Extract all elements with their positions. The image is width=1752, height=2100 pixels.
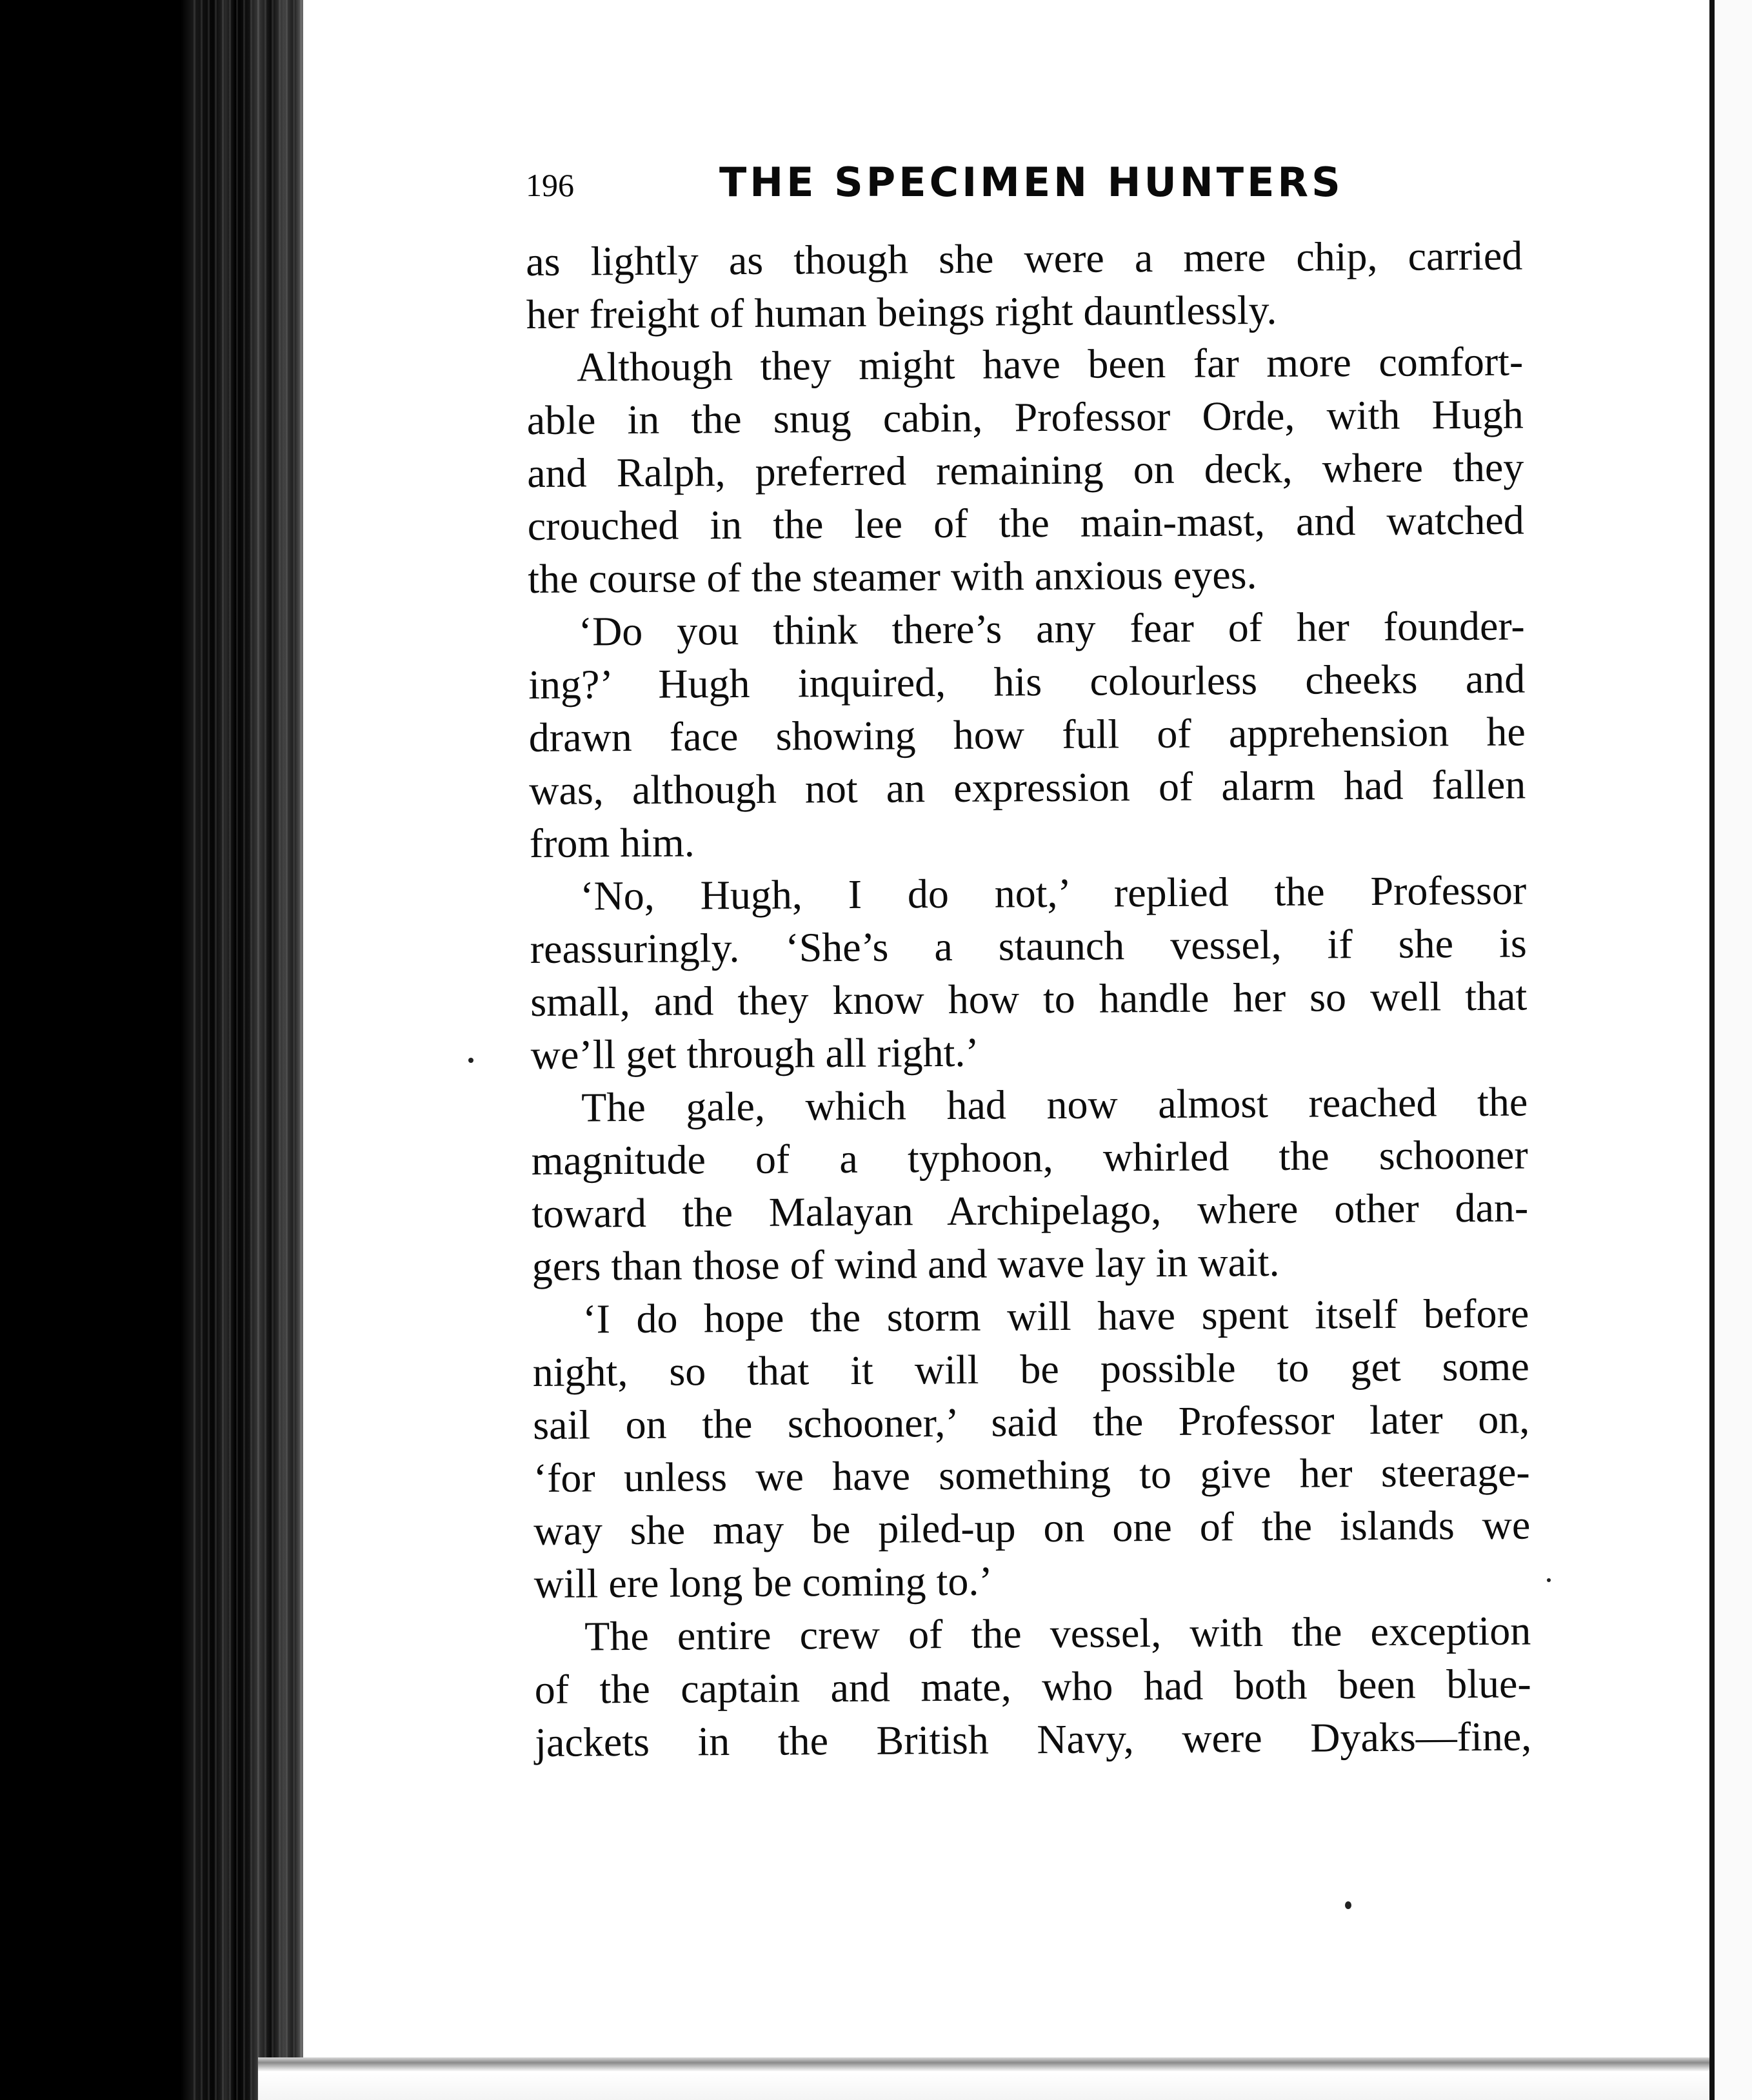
text-line: The entire crew of the vessel, with the exception [584,1607,1531,1659]
text-line: crouched in the lee of the main-mast, and watched [527,497,1524,549]
running-head-title: THE SPECIMEN HUNTERS [719,159,1344,206]
text-line: will ere long be coming to.’ [533,1558,993,1607]
text-line: and Ralph, preferred remaining on deck, where they [527,444,1524,496]
text-line: toward the Malayan Archipelago, where other dan- [532,1184,1529,1236]
text-line: ‘Do you think there’s any fear of her founder- [578,602,1525,655]
text-line: her freight of human beings right dauntlessly. [526,286,1277,337]
text-line: The gale, which had now almost reached the [581,1078,1528,1131]
text-line: Although they might have been far more comfort- [577,338,1524,390]
page-bottom-edge [258,2057,1709,2100]
text-line: the course of the steamer with anxious eyes. [528,551,1257,602]
text-line: gers than those of wind and wave lay in wait. [532,1238,1280,1289]
text-line: jackets in the British Navy, were Dyaks—fine, [535,1713,1532,1765]
page-number: 196 [526,167,574,203]
scan-speck [1345,1901,1351,1909]
text-line: we’ll get through all right.’ [530,1029,979,1078]
scan-speck [1547,1578,1551,1582]
text-line: ing?’ Hugh inquired, his colourless cheeks and [528,655,1526,708]
text-line: sail on the schooner,’ said the Professor later on, [533,1396,1530,1448]
text-line: as lightly as though she were a mere chip, carried [526,232,1523,284]
scan-speck [468,1058,473,1063]
text-line: reassuringly. ‘She’s a staunch vessel, if she is [530,920,1527,972]
right-margin [1715,0,1752,2100]
text-line: magnitude of a typhoon, whirled the schooner [531,1131,1528,1184]
page-edges [194,0,303,2100]
text-line: way she may be piled-up on one of the islands we [533,1501,1531,1554]
text-line: ‘for unless we have something to give her steerage- [533,1449,1530,1501]
text-line: night, so that it will be possible to get some [532,1343,1529,1395]
running-head [526,154,1351,212]
text-line: was, although not an expression of alarm had fallen [529,761,1526,813]
text-line: ‘I do hope the storm will have spent itself before [582,1290,1529,1342]
right-page-edge [1709,0,1715,2100]
text-line: able in the snug cabin, Professor Orde, with Hugh [526,391,1524,443]
body-text [526,230,1531,1769]
text-line: drawn face showing how full of apprehension he [528,708,1526,760]
text-line: small, and they know how to handle her so well that [530,973,1528,1025]
text-line: from him. [529,819,695,866]
text-line: of the captain and mate, who had both been blue- [534,1660,1531,1712]
text-line: ‘No, Hugh, I do not,’ replied the Professor [580,867,1527,919]
